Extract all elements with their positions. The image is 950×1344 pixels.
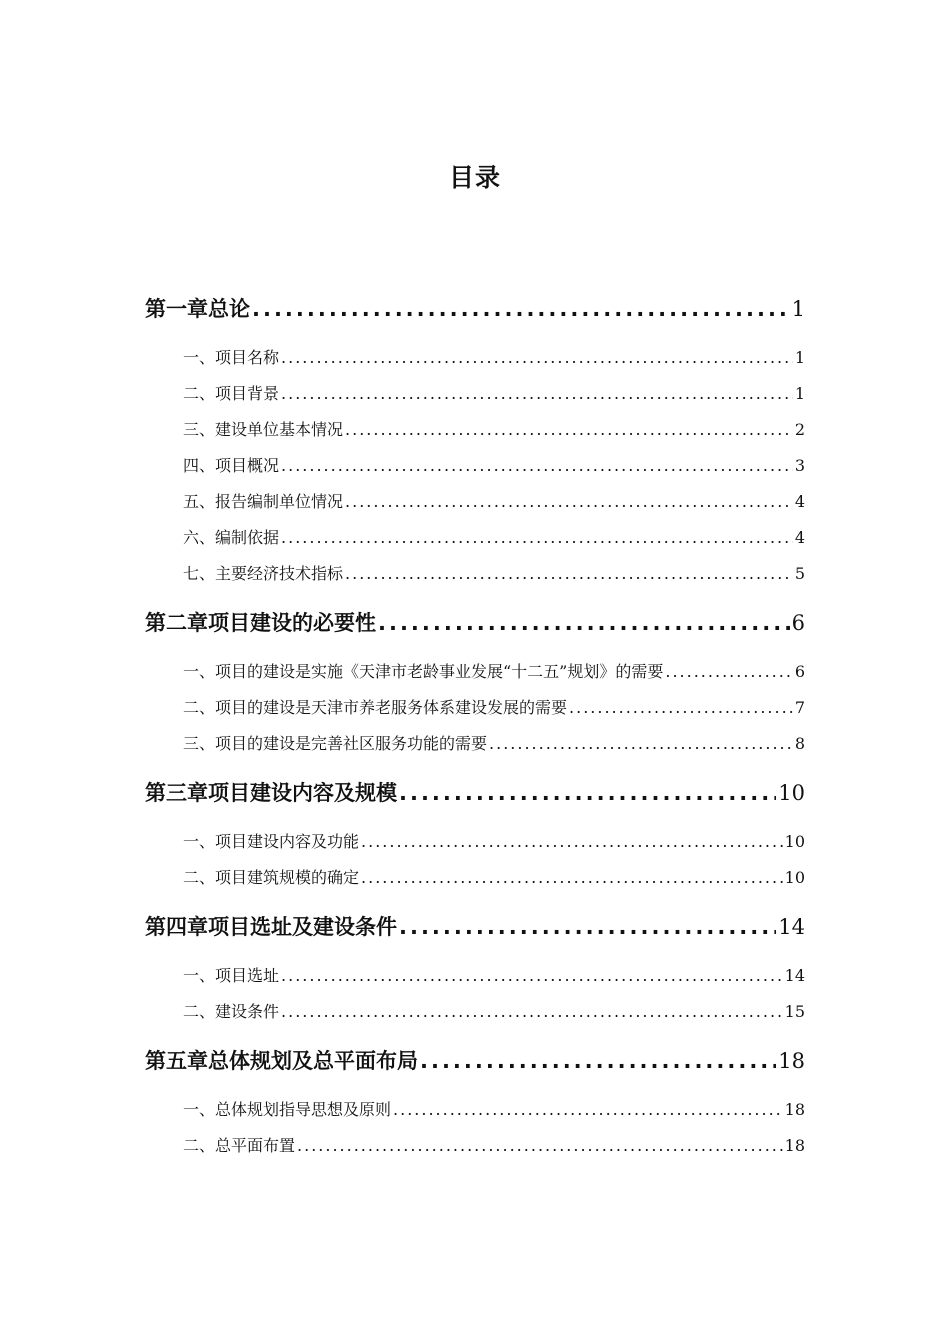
toc-section-5-2[interactable] — [183, 1133, 805, 1156]
chapter-title: 项目选址及建设条件 — [208, 915, 397, 939]
section-title: 一、项目建设内容及功能 — [183, 832, 360, 851]
section-title: 五、报告编制单位情况 — [183, 492, 344, 511]
toc-section-2-2[interactable] — [183, 695, 805, 718]
dot-leader — [665, 662, 792, 681]
toc-section-1-4[interactable] — [183, 453, 805, 476]
page-number: 1 — [791, 297, 805, 321]
toc-section-1-6[interactable] — [183, 525, 805, 548]
toc-chapter-4[interactable] — [145, 911, 805, 941]
dot-leader — [281, 456, 793, 475]
page-number: 10 — [778, 781, 805, 805]
section-title: 二、项目建筑规模的确定 — [183, 868, 360, 887]
dot-leader — [281, 528, 793, 547]
page-number: 1 — [794, 348, 805, 367]
dot-leader — [489, 734, 793, 753]
toc-section-3-1[interactable] — [183, 829, 805, 852]
page-number: 4 — [794, 492, 805, 511]
chapter-number: 第三章 — [145, 781, 208, 805]
page-number: 1 — [794, 384, 805, 403]
dot-leader — [378, 611, 790, 635]
toc-section-3-2[interactable] — [183, 865, 805, 888]
dot-leader — [399, 781, 776, 805]
chapter-number: 第一章 — [145, 297, 208, 321]
page-number: 7 — [794, 698, 805, 717]
section-title: 七、主要经济技术指标 — [183, 564, 344, 583]
dot-leader — [345, 564, 793, 583]
dot-leader — [569, 698, 793, 717]
chapter-title: 总体规划及总平面布局 — [208, 1049, 418, 1073]
dot-leader — [252, 297, 790, 321]
page-number: 6 — [794, 662, 805, 681]
toc-section-5-1[interactable] — [183, 1097, 805, 1120]
section-title: 二、项目背景 — [183, 384, 280, 403]
dot-leader — [345, 420, 793, 439]
page-number: 10 — [784, 868, 805, 887]
toc-chapter-1[interactable] — [145, 293, 805, 323]
section-title: 二、项目的建设是天津市养老服务体系建设发展的需要 — [183, 698, 568, 717]
toc-section-1-7[interactable] — [183, 561, 805, 584]
section-title: 二、建设条件 — [183, 1002, 280, 1021]
section-title: 一、项目选址 — [183, 966, 280, 985]
section-title: 一、项目名称 — [183, 348, 280, 367]
page-number: 18 — [784, 1136, 805, 1155]
dot-leader — [297, 1136, 783, 1155]
section-title: 二、总平面布置 — [183, 1136, 296, 1155]
dot-leader — [399, 915, 776, 939]
section-title: 三、建设单位基本情况 — [183, 420, 344, 439]
toc-section-1-5[interactable] — [183, 489, 805, 512]
dot-leader — [281, 1002, 783, 1021]
toc-section-1-2[interactable] — [183, 381, 805, 404]
section-title: 四、项目概况 — [183, 456, 280, 475]
section-title: 六、编制依据 — [183, 528, 280, 547]
dot-leader — [361, 832, 783, 851]
page-number: 18 — [784, 1100, 805, 1119]
section-title: 三、项目的建设是完善社区服务功能的需要 — [183, 734, 488, 753]
toc-section-4-1[interactable] — [183, 963, 805, 986]
page-number: 14 — [778, 915, 805, 939]
chapter-title: 项目建设的必要性 — [208, 611, 376, 635]
chapter-number: 第五章 — [145, 1049, 208, 1073]
page-number: 6 — [791, 611, 805, 635]
page-number: 2 — [794, 420, 805, 439]
page-number: 18 — [778, 1049, 805, 1073]
dot-leader — [281, 384, 793, 403]
dot-leader — [345, 492, 793, 511]
chapter-number: 第四章 — [145, 915, 208, 939]
toc-section-4-2[interactable] — [183, 999, 805, 1022]
toc-section-2-3[interactable] — [183, 731, 805, 754]
toc-chapter-2[interactable] — [145, 607, 805, 637]
dot-leader — [393, 1100, 783, 1119]
toc-chapter-3[interactable] — [145, 777, 805, 807]
page-number: 5 — [794, 564, 805, 583]
chapter-title: 项目建设内容及规模 — [208, 781, 397, 805]
toc-chapter-5[interactable] — [145, 1045, 805, 1075]
page-number: 8 — [794, 734, 805, 753]
page-number: 10 — [784, 832, 805, 851]
dot-leader — [281, 348, 793, 367]
page-title: 目录 — [448, 163, 501, 192]
dot-leader — [281, 966, 783, 985]
toc-section-1-1[interactable] — [183, 345, 805, 368]
chapter-number: 第二章 — [145, 611, 208, 635]
page-number: 3 — [794, 456, 805, 475]
page-number: 14 — [784, 966, 805, 985]
dot-leader — [361, 868, 783, 887]
section-title: 一、项目的建设是实施《天津市老龄事业发展“十二五”规划》的需要 — [183, 662, 664, 681]
toc-section-2-1[interactable] — [183, 659, 805, 682]
page-number: 4 — [794, 528, 805, 547]
page-number: 15 — [784, 1002, 805, 1021]
chapter-title: 总论 — [208, 297, 250, 321]
toc-section-1-3[interactable] — [183, 417, 805, 440]
section-title: 一、总体规划指导思想及原则 — [183, 1100, 392, 1119]
dot-leader — [420, 1049, 776, 1073]
